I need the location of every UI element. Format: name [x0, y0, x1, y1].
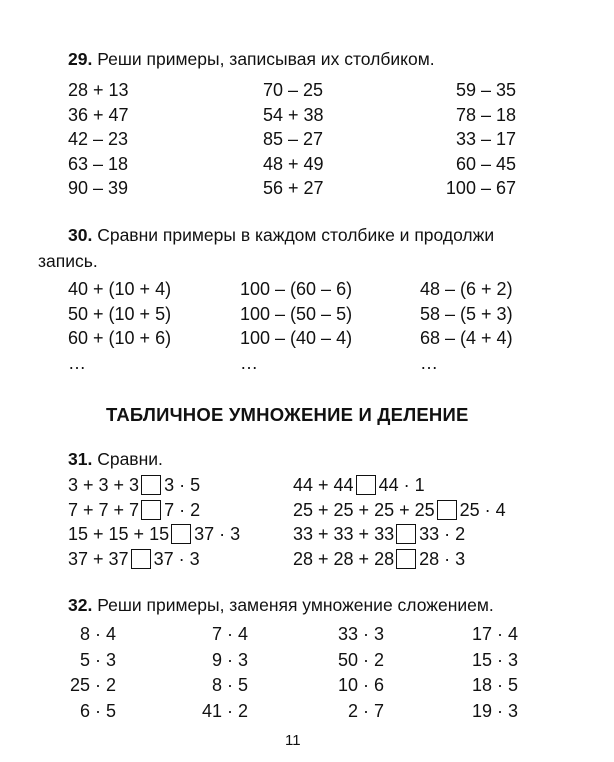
- expression: 17 · 4: [471, 624, 518, 644]
- expression: 100 – 67: [445, 178, 516, 198]
- task-30-column-2: [240, 277, 352, 375]
- answer-box[interactable]: [141, 475, 161, 495]
- right-expression: 37 · 3: [194, 524, 241, 544]
- expression: 56 + 27: [263, 178, 324, 198]
- answer-box[interactable]: [396, 524, 416, 544]
- answer-box[interactable]: [356, 475, 376, 495]
- expression: 48 – (6 + 2): [420, 279, 513, 299]
- expression: 50 + (10 + 5): [68, 303, 172, 324]
- task-32-column-4: [466, 622, 518, 724]
- expression: 100 – (50 – 5): [240, 303, 353, 324]
- expression: 19 · 3: [471, 700, 518, 721]
- expression: 6 · 5: [79, 700, 116, 721]
- comparison-row: [293, 498, 506, 523]
- ellipsis: …: [420, 352, 438, 373]
- task-30-title-continuation: запись.: [38, 251, 98, 271]
- task-number: 29.: [68, 49, 93, 69]
- ellipsis: …: [68, 352, 86, 373]
- answer-box[interactable]: [171, 524, 191, 544]
- expression: 63 – 18: [68, 153, 129, 174]
- right-expression: 37 · 3: [153, 548, 200, 569]
- comparison-row: [68, 522, 240, 547]
- expression: 7 · 4: [211, 624, 248, 644]
- task-32-title: [68, 594, 494, 616]
- expression: 78 – 18: [455, 104, 516, 125]
- expression: 36 + 47: [68, 104, 129, 125]
- comparison-row: [293, 473, 506, 498]
- expression: 5 · 3: [79, 649, 116, 670]
- expression: 8 · 4: [79, 624, 116, 644]
- expression: 100 – (60 – 6): [240, 279, 353, 299]
- left-expression: 15 + 15 + 15: [68, 524, 170, 544]
- task-29-column-3: [443, 78, 516, 201]
- task-text: Реши примеры, заменяя умножение сложением.: [97, 595, 494, 615]
- task-text: Сравни примеры в каждом столбике и продолжи: [97, 225, 495, 245]
- expression: 2 · 7: [347, 700, 384, 721]
- right-expression: 25 · 4: [459, 499, 506, 520]
- right-expression: 7 · 2: [164, 499, 201, 520]
- expression: 18 · 5: [471, 675, 518, 695]
- task-31-title: [68, 448, 163, 470]
- expression: 33 · 3: [337, 624, 384, 644]
- left-expression: 28 + 28 + 28: [293, 548, 395, 569]
- expression: 85 – 27: [263, 129, 324, 149]
- expression: 54 + 38: [263, 104, 324, 125]
- expression: 100 – (40 – 4): [240, 328, 353, 348]
- expression: 10 · 6: [337, 675, 384, 695]
- expression: 58 – (5 + 3): [420, 303, 513, 324]
- expression: 60 + (10 + 6): [68, 328, 172, 348]
- answer-box[interactable]: [437, 500, 457, 520]
- task-number: 31.: [68, 449, 93, 469]
- comparison-row: [68, 473, 240, 498]
- right-expression: 33 · 2: [419, 524, 466, 544]
- expression: 25 · 2: [69, 675, 116, 695]
- expression: 70 – 25: [263, 80, 324, 100]
- ellipsis: …: [240, 352, 258, 373]
- task-32-column-2: [198, 622, 248, 724]
- answer-box[interactable]: [131, 549, 151, 569]
- left-expression: 37 + 37: [68, 548, 129, 569]
- task-text: Реши примеры, записывая их столбиком.: [97, 49, 435, 69]
- expression: 59 – 35: [455, 80, 516, 100]
- task-32-column-1: [68, 622, 116, 724]
- page-number: 11: [285, 732, 301, 749]
- expression: 28 + 13: [68, 80, 129, 100]
- task-30-column-3: [420, 277, 513, 375]
- task-29-column-1: [68, 78, 129, 201]
- expression: 15 · 3: [471, 649, 518, 670]
- task-number: 32.: [68, 595, 93, 615]
- comparison-row: [68, 498, 240, 523]
- task-29-column-2: [263, 78, 324, 201]
- comparison-row: [68, 547, 240, 572]
- task-number: 30.: [68, 225, 93, 245]
- expression: 60 – 45: [455, 153, 516, 174]
- expression: 90 – 39: [68, 178, 129, 198]
- left-expression: 7 + 7 + 7: [68, 499, 140, 520]
- left-expression: 3 + 3 + 3: [68, 475, 140, 495]
- right-expression: 28 · 3: [419, 548, 466, 569]
- answer-box[interactable]: [141, 500, 161, 520]
- expression: 41 · 2: [201, 700, 248, 721]
- right-expression: 3 · 5: [164, 475, 201, 495]
- expression: 8 · 5: [211, 675, 248, 695]
- task-30-column-1: [68, 277, 171, 375]
- expression: 9 · 3: [211, 649, 248, 670]
- expression: 50 · 2: [337, 649, 384, 670]
- answer-box[interactable]: [396, 549, 416, 569]
- right-expression: 44 · 1: [378, 475, 425, 495]
- section-heading: ТАБЛИЧНОЕ УМНОЖЕНИЕ И ДЕЛЕНИЕ: [106, 404, 469, 425]
- left-expression: 25 + 25 + 25 + 25: [293, 499, 435, 520]
- expression: 48 + 49: [263, 153, 324, 174]
- task-32-column-3: [334, 622, 384, 724]
- task-31-right-column: [293, 473, 506, 571]
- task-30-title: [68, 224, 494, 246]
- left-expression: 33 + 33 + 33: [293, 524, 395, 544]
- comparison-row: [293, 547, 506, 572]
- expression: 68 – (4 + 4): [420, 328, 513, 348]
- comparison-row: [293, 522, 506, 547]
- expression: 40 + (10 + 4): [68, 279, 172, 299]
- left-expression: 44 + 44: [293, 475, 354, 495]
- task-29-title: [68, 48, 435, 70]
- task-31-left-column: [68, 473, 240, 571]
- expression: 42 – 23: [68, 129, 129, 149]
- task-text: Сравни.: [97, 449, 163, 469]
- expression: 33 – 17: [455, 129, 516, 149]
